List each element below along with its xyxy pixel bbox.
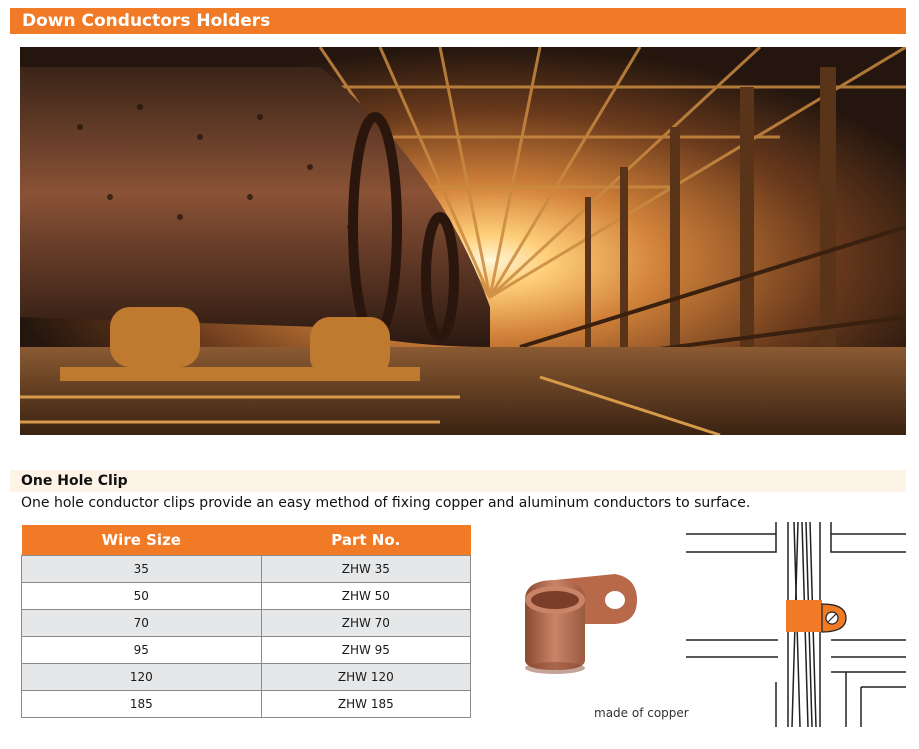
section-description: One hole conductor clips provide an easy method of fixing copper and aluminum conductors to surface. bbox=[21, 495, 751, 511]
table-row bbox=[22, 691, 471, 718]
product-caption: made of copper bbox=[594, 706, 689, 720]
table-row bbox=[22, 556, 471, 583]
cell-wire-size: 95 bbox=[22, 637, 262, 664]
copper-clip-image bbox=[515, 560, 655, 684]
table-row bbox=[22, 637, 471, 664]
cell-wire-size: 120 bbox=[22, 664, 262, 691]
specification-table bbox=[21, 525, 471, 718]
cell-wire-size: 70 bbox=[22, 610, 262, 637]
installation-diagram bbox=[686, 522, 906, 731]
cell-part-no: ZHW 120 bbox=[261, 664, 470, 691]
table-row bbox=[22, 610, 471, 637]
table-row bbox=[22, 583, 471, 610]
hero-image bbox=[20, 47, 906, 435]
cell-wire-size: 50 bbox=[22, 583, 262, 610]
cell-part-no: ZHW 35 bbox=[261, 556, 470, 583]
section-title: One Hole Clip bbox=[10, 470, 906, 492]
page-title: Down Conductors Holders bbox=[10, 8, 906, 34]
cell-part-no: ZHW 50 bbox=[261, 583, 470, 610]
cell-part-no: ZHW 95 bbox=[261, 637, 470, 664]
header-part-no: Part No. bbox=[261, 525, 470, 556]
cell-wire-size: 185 bbox=[22, 691, 262, 718]
header-wire-size: Wire Size bbox=[22, 525, 262, 556]
cell-wire-size: 35 bbox=[22, 556, 262, 583]
cell-part-no: ZHW 185 bbox=[261, 691, 470, 718]
table-header-row bbox=[22, 525, 471, 556]
cell-part-no: ZHW 70 bbox=[261, 610, 470, 637]
table-row bbox=[22, 664, 471, 691]
